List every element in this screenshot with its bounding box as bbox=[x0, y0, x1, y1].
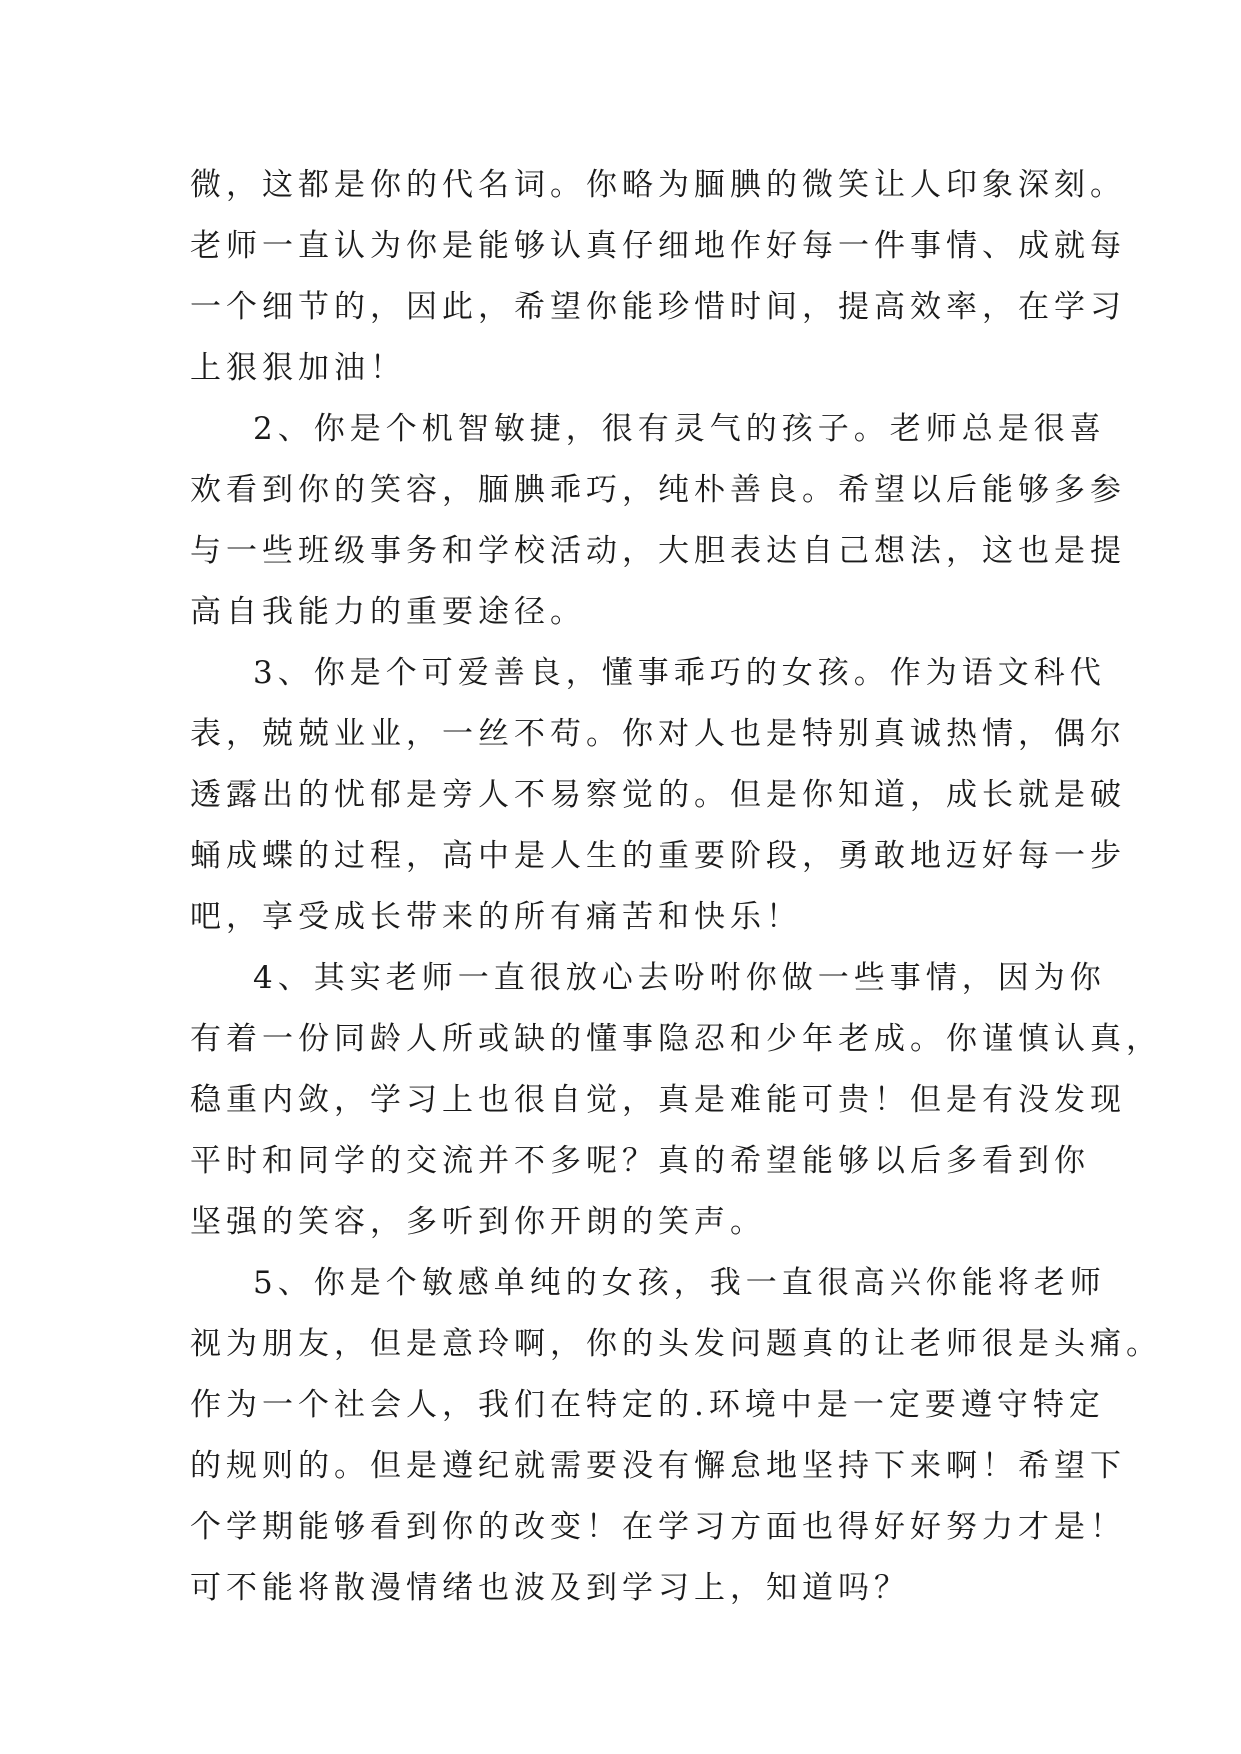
document-line: 老师一直认为你是能够认真仔细地作好每一件事情、成就每 bbox=[190, 228, 1126, 264]
document-line: 上狠狠加油！ bbox=[190, 350, 406, 386]
document-line: 稳重内敛，学习上也很自觉，真是难能可贵！但是有没发现 bbox=[190, 1082, 1126, 1118]
document-line: 2、你是个机智敏捷，很有灵气的孩子。老师总是很喜 bbox=[253, 411, 1106, 447]
document-line: 与一些班级事务和学校活动，大胆表达自己想法，这也是提 bbox=[190, 533, 1126, 569]
document-line: 高自我能力的重要途径。 bbox=[190, 594, 586, 630]
document-line: 3、你是个可爱善良，懂事乖巧的女孩。作为语文科代 bbox=[253, 655, 1106, 691]
document-line: 个学期能够看到你的改变！在学习方面也得好好努力才是！ bbox=[190, 1509, 1126, 1545]
document-line: 平时和同学的交流并不多呢？真的希望能够以后多看到你 bbox=[190, 1143, 1090, 1179]
document-line: 微，这都是你的代名词。你略为腼腆的微笑让人印象深刻。 bbox=[190, 167, 1126, 203]
document-line: 4、其实老师一直很放心去吩咐你做一些事情，因为你 bbox=[253, 960, 1106, 996]
document-line: 5、你是个敏感单纯的女孩，我一直很高兴你能将老师 bbox=[253, 1265, 1106, 1301]
document-line: 一个细节的，因此，希望你能珍惜时间，提高效率，在学习 bbox=[190, 289, 1126, 325]
document-line: 可不能将散漫情绪也波及到学习上，知道吗？ bbox=[190, 1570, 910, 1606]
document-line: 蛹成蝶的过程，高中是人生的重要阶段，勇敢地迈好每一步 bbox=[190, 838, 1126, 874]
document-body bbox=[190, 155, 1162, 1619]
document-line: 作为一个社会人，我们在特定的.环境中是一定要遵守特定 bbox=[190, 1387, 1105, 1423]
document-line: 视为朋友，但是意玲啊，你的头发问题真的让老师很是头痛。 bbox=[190, 1326, 1162, 1362]
document-line: 的规则的。但是遵纪就需要没有懈怠地坚持下来啊！希望下 bbox=[190, 1448, 1126, 1484]
document-line: 坚强的笑容，多听到你开朗的笑声。 bbox=[190, 1204, 766, 1240]
document-line: 欢看到你的笑容，腼腆乖巧，纯朴善良。希望以后能够多参 bbox=[190, 472, 1126, 508]
document-line: 透露出的忧郁是旁人不易察觉的。但是你知道，成长就是破 bbox=[190, 777, 1126, 813]
document-line: 表，兢兢业业，一丝不苟。你对人也是特别真诚热情，偶尔 bbox=[190, 716, 1126, 752]
document-line: 有着一份同龄人所或缺的懂事隐忍和少年老成。你谨慎认真， bbox=[190, 1021, 1162, 1057]
document-line: 吧，享受成长带来的所有痛苦和快乐！ bbox=[190, 899, 802, 935]
